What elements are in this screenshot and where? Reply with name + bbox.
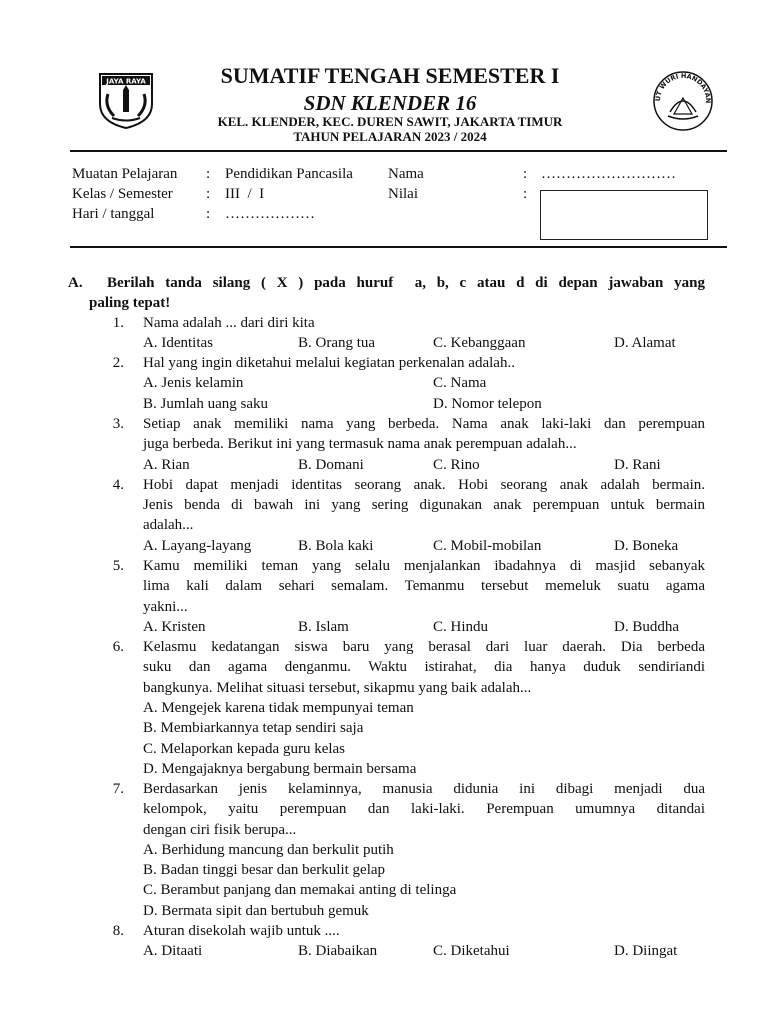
question-text: dengan ciri fisik berupa...	[143, 822, 297, 838]
option-c[interactable]: C. Kebanggaan	[433, 335, 526, 351]
score-colon: :	[523, 186, 528, 202]
section-instruction	[68, 273, 705, 313]
question-number: 8.	[112, 923, 124, 939]
option-a[interactable]: A. Rian	[143, 457, 190, 473]
option-a[interactable]: A. Berhidung mancung dan berkulit putih	[143, 842, 394, 858]
question-number: 5.	[112, 558, 124, 574]
question-text: Hobi dapat menjadi identitas seorang anak. Hobi seorang anak adalah bermain.	[143, 477, 705, 493]
question-number: 3.	[112, 416, 124, 432]
day-field[interactable]: ………………	[225, 206, 315, 222]
option-a[interactable]: A. Layang-layang	[143, 538, 252, 554]
option-c[interactable]: C. Melaporkan kepada guru kelas	[143, 741, 346, 757]
school-name: SDN KLENDER 16	[303, 91, 477, 115]
header-divider	[70, 150, 727, 152]
option-a[interactable]: A. Identitas	[143, 335, 213, 351]
option-b[interactable]: B. Diabaikan	[298, 943, 378, 959]
option-b[interactable]: B. Badan tinggi besar dan berkulit gelap	[143, 862, 386, 878]
option-a[interactable]: A. Jenis kelamin	[143, 375, 244, 391]
option-b[interactable]: B. Bola kaki	[298, 538, 374, 554]
question-text: adalah...	[143, 517, 194, 533]
score-box[interactable]	[540, 190, 708, 240]
question-text: kelompok, yaitu perempuan dan laki-laki. Perempuan umumnya ditandai	[143, 801, 705, 817]
question-text: yakni...	[143, 599, 188, 615]
option-b[interactable]: B. Jumlah uang saku	[143, 396, 268, 412]
option-d[interactable]: D. Bermata sipit dan bertubuh gemuk	[143, 903, 369, 919]
option-a[interactable]: A. Ditaati	[143, 943, 203, 959]
school-address: KEL. KLENDER, KEC. DUREN SAWIT, JAKARTA TIMUR	[217, 114, 563, 129]
exam-title: SUMATIF TENGAH SEMESTER I	[220, 63, 560, 88]
question-text: juga berbeda. Berikut ini yang termasuk nama anak perempuan adalah...	[143, 436, 577, 452]
question-text: Berdasarkan jenis kelaminnya, manusia didunia ini dibagi menjadi dua	[143, 781, 705, 797]
question-text: Jenis benda di bawah ini yang sering digunakan anak perempuan untuk bermain	[143, 497, 705, 513]
jakarta-emblem-icon	[94, 70, 158, 130]
question-text: Nama adalah ... dari diri kita	[143, 315, 315, 331]
day-label: Hari / tanggal	[72, 206, 155, 222]
option-d[interactable]: D. Rani	[614, 457, 661, 473]
academic-year: TAHUN PELAJARAN 2023 / 2024	[293, 129, 487, 144]
option-c[interactable]: C. Hindu	[433, 619, 489, 635]
question-text: Aturan disekolah wajib untuk ....	[143, 923, 340, 939]
class-label: Kelas / Semester	[72, 186, 173, 202]
question-text: lima kali dalam sehari semalam. Temanmu tersebut memeluk suatu agama	[143, 578, 705, 594]
question-number: 2.	[112, 355, 124, 371]
class-colon: :	[206, 186, 211, 202]
tut-wuri-handayani-logo-icon	[648, 70, 718, 132]
option-d[interactable]: D. Alamat	[614, 335, 676, 351]
question-text: Hal yang ingin diketahui melalui kegiatan perkenalan adalah..	[143, 355, 515, 371]
option-c[interactable]: C. Berambut panjang dan memakai anting di telinga	[143, 882, 457, 898]
question-text: Kamu memiliki teman yang selalu menjalankan ibadahnya di masjid sebanyak	[143, 558, 705, 574]
section-letter: A.	[68, 275, 83, 291]
question-number: 1.	[112, 315, 124, 331]
option-d[interactable]: D. Boneka	[614, 538, 679, 554]
question-text: bangkunya. Melihat situasi tersebut, sikapmu yang baik adalah...	[143, 680, 532, 696]
option-a[interactable]: A. Kristen	[143, 619, 206, 635]
question-text: Setiap anak memiliki nama yang berbeda. Nama anak laki-laki dan perempuan	[143, 416, 705, 432]
emblem-text: JAYA RAYA	[106, 77, 146, 86]
name-label: Nama	[388, 166, 424, 182]
option-c[interactable]: C. Nama	[433, 375, 487, 391]
option-d[interactable]: D. Mengajaknya bergabung bermain bersama	[143, 761, 417, 777]
option-c[interactable]: C. Diketahui	[433, 943, 510, 959]
info-divider	[70, 246, 727, 248]
subject-label: Muatan Pelajaran	[72, 166, 178, 182]
instruction-line-2: paling tepat!	[89, 295, 171, 311]
option-a[interactable]: A. Mengejek karena tidak mempunyai teman	[143, 700, 414, 716]
subject-colon: :	[206, 166, 211, 182]
name-field[interactable]: ………………………	[541, 166, 676, 182]
question-text: Kelasmu kedatangan siswa baru yang berasal dari luar daerah. Dia berbeda	[143, 639, 705, 655]
option-b[interactable]: B. Orang tua	[298, 335, 376, 351]
question-number: 4.	[112, 477, 124, 493]
question-number: 7.	[112, 781, 124, 797]
class-value: III / I	[225, 186, 265, 202]
instruction-line-1: Berilah tanda silang ( X ) pada huruf a, b, c atau d di depan jawaban yang	[107, 275, 705, 291]
score-label: Nilai	[388, 186, 418, 202]
logo-motto-text: UT WURI HANDAYAN	[653, 71, 713, 104]
option-b[interactable]: B. Islam	[298, 619, 349, 635]
option-d[interactable]: D. Nomor telepon	[433, 396, 542, 412]
option-c[interactable]: C. Mobil-mobilan	[433, 538, 542, 554]
question-text: suku dan agama denganmu. Waktu istirahat, dia hanya duduk sendiriandi	[143, 659, 705, 675]
option-b[interactable]: B. Domani	[298, 457, 364, 473]
day-colon: :	[206, 206, 211, 222]
subject-value: Pendidikan Pancasila	[225, 166, 353, 182]
option-d[interactable]: D. Buddha	[614, 619, 679, 635]
option-d[interactable]: D. Diingat	[614, 943, 678, 959]
name-colon: :	[523, 166, 528, 182]
option-c[interactable]: C. Rino	[433, 457, 480, 473]
option-b[interactable]: B. Membiarkannya tetap sendiri saja	[143, 720, 364, 736]
question-number: 6.	[112, 639, 124, 655]
